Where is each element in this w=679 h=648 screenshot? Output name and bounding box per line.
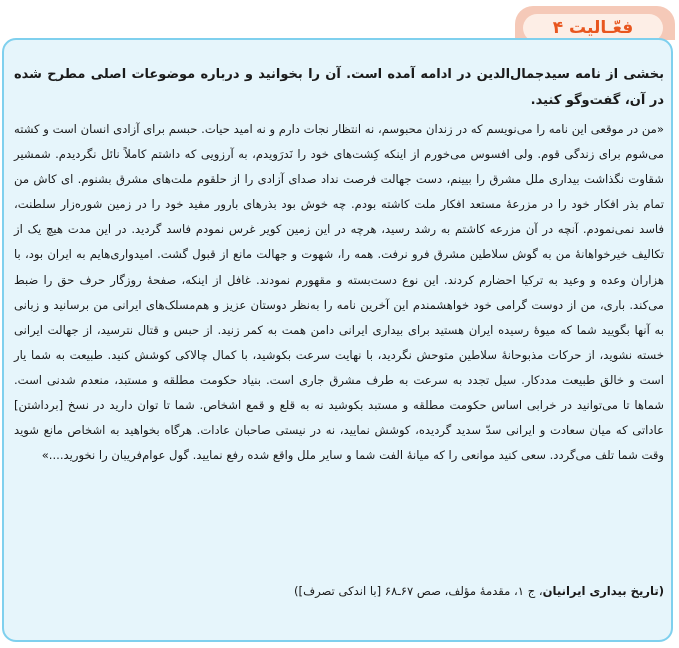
source-book-title: (تاریخ بیداری ایرانیان <box>542 584 664 598</box>
source-citation <box>14 580 664 602</box>
activity-title: فعّـالیت ۴ <box>523 14 663 42</box>
activity-content <box>14 62 664 468</box>
activity-instructions: بخشی از نامه سیدجمال‌الدین در ادامه آمده است. آن را بخوانید و درباره موضوعات اصلی مطرح شده در آن، گفت‌وگو کنید. <box>14 67 664 108</box>
source-details: ، ج ۱، مقدمهٔ مؤلف، صص ۶۷ـ۶۸ [با اندکی تصرف]) <box>294 584 543 598</box>
letter-quote: «من در موقعی این نامه را می‌نویسم که در زندان محبوسم، نه انتظار نجات دارم و نه امید حیات. حبسم برای آزادی انسان است و کشته می‌شوم برای زندگی قوم. ولی افسوس می‌خورم از اینکه کِشت‌های خود را نَدرَویدم، به آرزویی که داشتم کاملاً نائل نگردیدم. شمشیر شقاوت نگذاشت بیداری ملل مشرق را بیینم، دست جهالت فرصت نداد صدای آزادی را از حلقوم ملت‌های مشرق بشنوم. ای کاش من تمام بذر افکار خود را در مزرعهٔ مستعد افکار ملت کاشته بودم. چه خوش بود بذرهای بارور مفید خود را در زمین شوره‌زار سلطنت، فاسد نمی‌نمودم. آنچه در آن مزرعه کاشتم به رشد رسید، هرچه در این زمین کویر غرس نمودم فاسد گردید. در این مدت هیچ یک از تکالیف خیرخواهانهٔ من به گوش سلاطین مشرق فرو نرفت. همه را، شهوت و جهالت مانع از قبول گشت. امیدواری‌هایم به ایران بود، با هزاران وعده و وعید به ترکیا احضارم کردند. این نوع دست‌بسته و مقهورم نمودند. غافل از اینکه، صفحهٔ روزگار حرف حق را ضبط می‌کند. باری، من از دوست گرامی خود خواهشمندم این آخرین نامه را به‌نظر دوستان عزیز و هم‌مسلک‌های ایرانی من برسانید و زبانی به آنها بگویید شما که میوهٔ رسیده ایران هستید برای بیداری ایرانی دامن همت به کمر زنید. از حبس و قتال نترسید، از جهالت ایرانی خسته نشوید، از حرکات مذبوحانهٔ سلاطین متوحش نگردید، با نهایت سرعت بکوشید، با کمال چالاکی کوشش کنید. طبیعت به شما یار است و خالق طبیعت مددکار. سیل تجدد به سرعت به طرف مشرق جاری است. بنیاد حکومت مطلقه و مستبد، منعدم شدنی است. شماها تا می‌توانید در خرابی اساس حکومت مطلقه و مستبد بکوشید نه به قلع و قمع اشخاص. شما تا توان دارید در نسخ [برداشتن] عاداتی که میان سعادت و ایرانی سدّ سدید گردیده، کوشش نمایید، نه در نیستی صاحبان عادات. هرگاه بخواهید به اشخاص مانع شوید وقت شما تلف می‌گردد. سعی کنید موانعی را که میانهٔ الفت شما و سایر ملل واقع شده رفع نمایید. گول عوام‌فریبان را نخورید....» <box>14 122 664 463</box>
activity-tab <box>515 6 675 40</box>
